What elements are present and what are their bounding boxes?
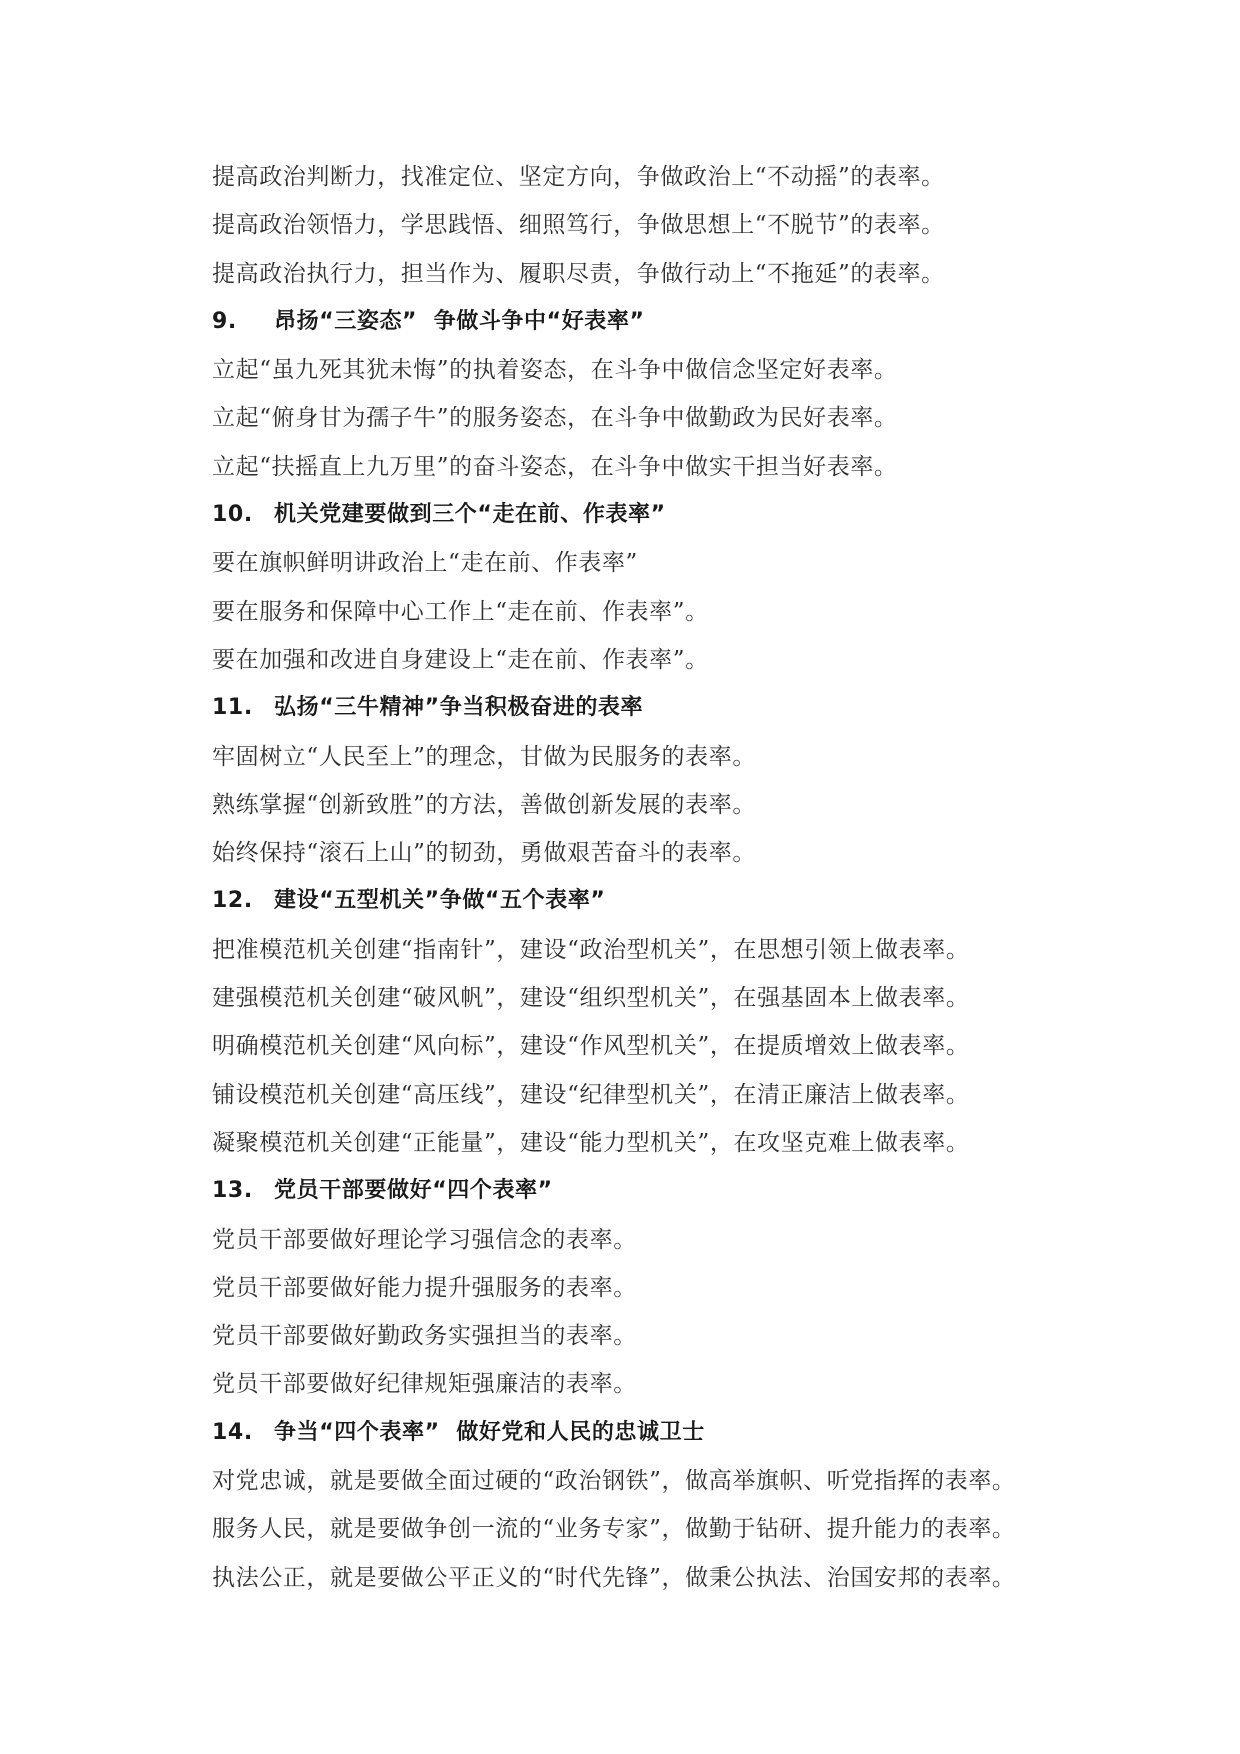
section-heading (212, 684, 1112, 732)
section-number: 12. (212, 888, 253, 914)
body-line: 始终保持“滚石上山”的韧劲，勇做艰苦奋斗的表率。 (212, 840, 756, 867)
body-line: 党员干部要做好理论学习强信念的表率。 (212, 1226, 637, 1253)
body-line: 明确模范机关创建“风向标”，建设“作风型机关”，在提质增效上做表率。 (212, 1033, 970, 1060)
body-line: 执法公正，就是要做公平正义的“时代先锋”，做秉公执法、治国安邦的表率。 (212, 1564, 1016, 1591)
body-line: 党员干部要做好纪律规矩强廉洁的表率。 (212, 1371, 637, 1398)
section-title: 弘扬“三牛精神”争当积极奋进的表率 (274, 695, 644, 721)
section-number: 9. (212, 308, 237, 334)
body-line: 党员干部要做好勤政务实强担当的表率。 (212, 1323, 637, 1350)
body-line: 立起“虽九死其犹未悔”的执着姿态，在斗争中做信念坚定好表率。 (212, 357, 898, 384)
section-title: 党员干部要做好“四个表率” (274, 1178, 553, 1204)
section-heading (212, 877, 1112, 925)
section-number: 13. (212, 1178, 253, 1204)
section-number: 14. (212, 1419, 253, 1445)
body-line: 把准模范机关创建“指南针”，建设“政治型机关”，在思想引领上做表率。 (212, 936, 970, 963)
body-line: 凝聚模范机关创建“正能量”，建设“能力型机关”，在攻坚克难上做表率。 (212, 1129, 970, 1156)
section-title: 争当“四个表率” 做好党和人民的忠诚卫士 (274, 1419, 705, 1445)
body-line: 党员干部要做好能力提升强服务的表率。 (212, 1274, 637, 1301)
body-line: 提高政治执行力，担当作为、履职尽责，争做行动上“不拖延”的表率。 (212, 260, 945, 287)
section-title: 建设“五型机关”争做“五个表率” (274, 888, 606, 914)
document-page (212, 153, 1112, 1602)
section-heading (212, 491, 1112, 539)
body-line: 立起“扶摇直上九万里”的奋斗姿态，在斗争中做实干担当好表率。 (212, 453, 898, 480)
section-title: 机关党建要做到三个“走在前、作表率” (274, 502, 666, 528)
section-heading (212, 1167, 1112, 1215)
body-line: 建强模范机关创建“破风帆”，建设“组织型机关”，在强基固本上做表率。 (212, 985, 970, 1012)
body-line: 要在加强和改进自身建设上“走在前、作表率”。 (212, 646, 709, 673)
section-title: 昂扬“三姿态” 争做斗争中“好表率” (274, 308, 645, 334)
body-line: 铺设模范机关创建“高压线”，建设“纪律型机关”，在清正廉洁上做表率。 (212, 1081, 970, 1108)
body-line: 牢固树立“人民至上”的理念，甘做为民服务的表率。 (212, 743, 756, 770)
body-line: 要在旗帜鲜明讲政治上“走在前、作表率” (212, 550, 638, 577)
body-line: 熟练掌握“创新致胜”的方法，善做创新发展的表率。 (212, 791, 756, 818)
section-number: 10. (212, 502, 253, 528)
body-line: 立起“俯身甘为孺子牛”的服务姿态，在斗争中做勤政为民好表率。 (212, 405, 898, 432)
body-line: 服务人民，就是要做争创一流的“业务专家”，做勤于钻研、提升能力的表率。 (212, 1516, 1016, 1543)
section-number: 11. (212, 695, 253, 721)
body-line: 对党忠诚，就是要做全面过硬的“政治钢铁”，做高举旗帜、听党指挥的表率。 (212, 1468, 1016, 1495)
section-heading (212, 298, 1112, 346)
body-line: 提高政治判断力，找准定位、坚定方向，争做政治上“不动摇”的表率。 (212, 164, 945, 190)
body-line: 要在服务和保障中心工作上“走在前、作表率”。 (212, 598, 709, 625)
body-line: 提高政治领悟力，学思践悟、细照笃行，争做思想上“不脱节”的表率。 (212, 212, 945, 239)
section-heading (212, 1409, 1112, 1457)
